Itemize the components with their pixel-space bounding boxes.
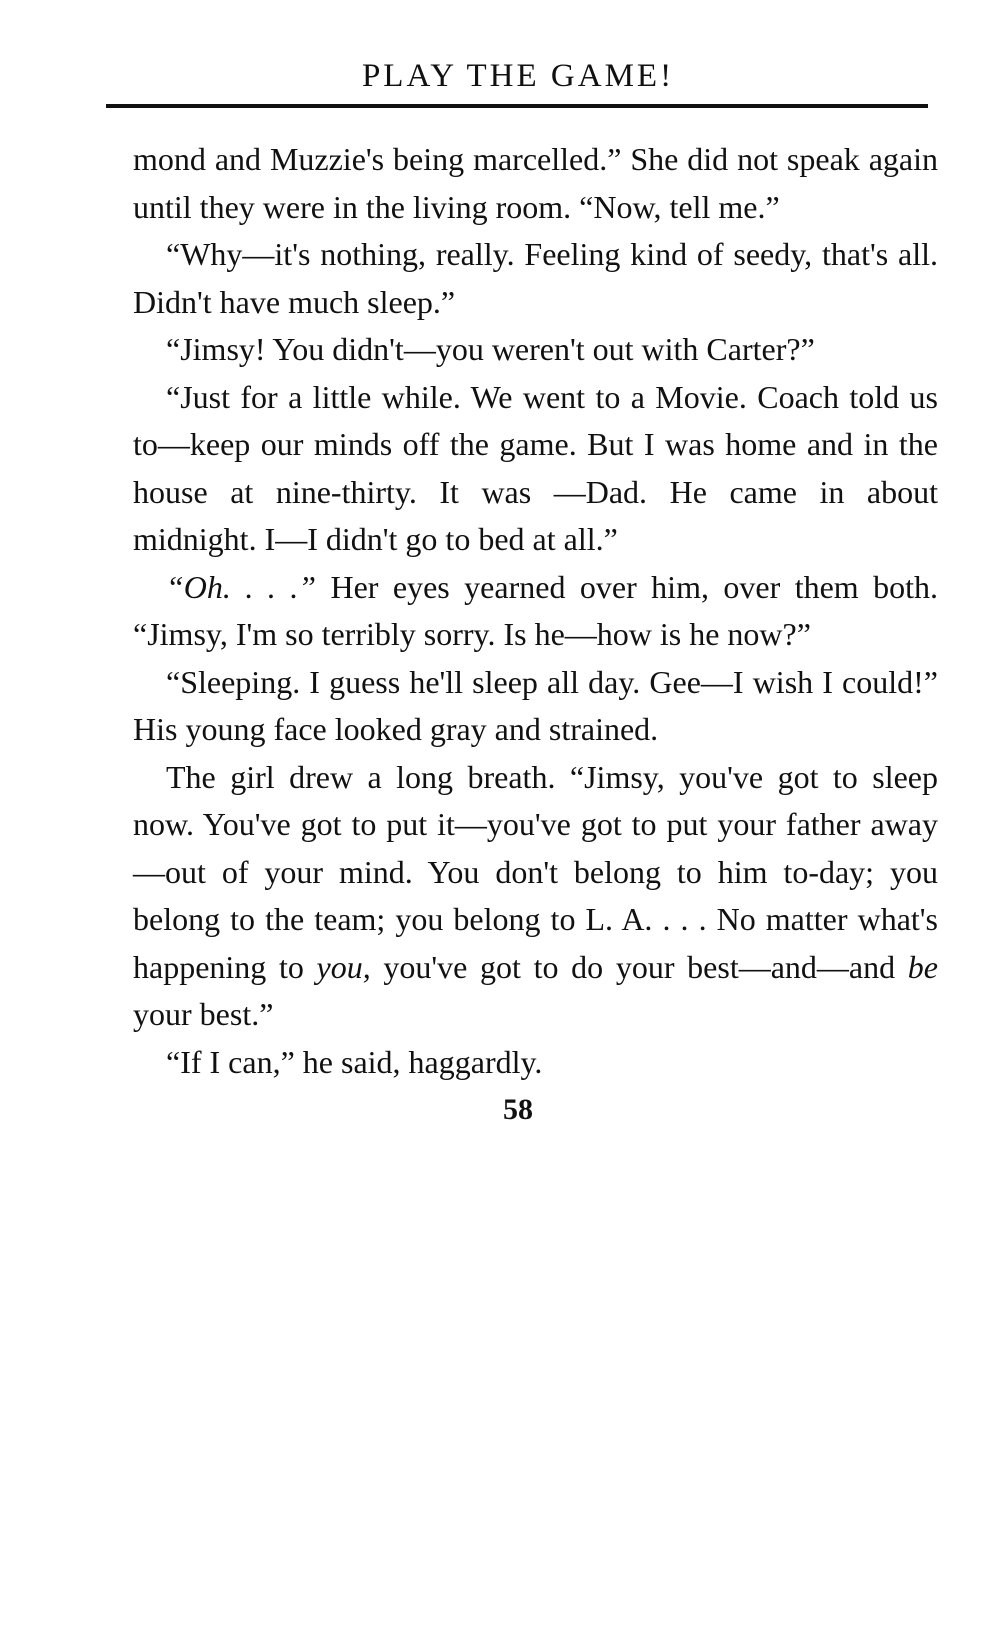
- paragraph-8: “If I can,” he said, haggardly.: [166, 1043, 543, 1080]
- paragraph-3: “Jimsy! You didn't—you weren't out with Carter?”: [166, 331, 815, 367]
- paragraph-5-rest: Her eyes yearned over him, over them both. “Jimsy, I'm so terribly sorry. Is he—how is he now?”: [133, 568, 939, 652]
- running-title: PLAY THE GAME!: [361, 58, 675, 94]
- page-number: 58: [503, 1093, 533, 1126]
- italic-you: you,: [316, 948, 371, 985]
- italic-oh: “Oh. . . .”: [166, 568, 317, 605]
- paragraph-7: [133, 754, 938, 1039]
- paragraph-6: “Sleeping. I guess he'll sleep all day. Gee—I wish I could!” His young face looked gray and strained.: [133, 663, 938, 747]
- paragraph-7-part-b: you've got to do your best—and—and: [370, 948, 908, 985]
- paragraph-4: “Just for a little while. We went to a Movie. Coach told us to—keep our minds off the game. But I was home and in the house at nine-thirty. It was —Dad. He came in about midnight. I—I didn't go to bed at all.”: [133, 378, 938, 557]
- italic-be: be: [907, 948, 938, 985]
- paragraph-1: mond and Muzzie's being marcelled.” She did not speak again until they were in the living room. “Now, tell me.”: [133, 141, 938, 225]
- header-rule: [106, 104, 928, 108]
- paragraph-7-part-a: The girl drew a long breath. “Jimsy, you've got to sleep now. You've got to put it—you've got to put your father away—out of your mind. You don't belong to him to-day; you belong to the team; you belong to L. A. . . . No matter what's happening to: [133, 758, 938, 985]
- paragraph-7-part-c: your best.”: [133, 996, 274, 1032]
- paragraph-2: “Why—it's nothing, really. Feeling kind of seedy, that's all. Didn't have much sleep.”: [133, 236, 938, 320]
- paragraph-5: [133, 564, 938, 659]
- body-text: [133, 136, 938, 1086]
